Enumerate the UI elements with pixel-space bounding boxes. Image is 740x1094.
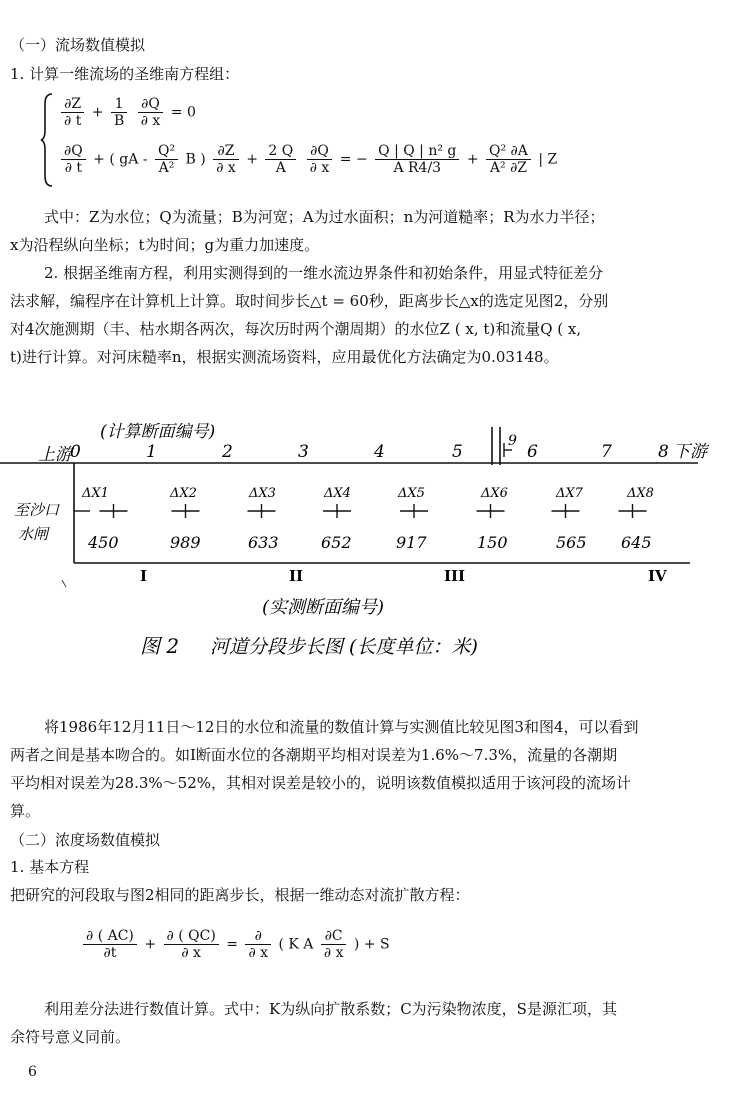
top-label: (计算断面编号) — [100, 422, 216, 442]
frac-num: Q | Q | n² g — [375, 143, 459, 160]
term-text: + ( gA - — [93, 151, 148, 168]
frac-den: B — [113, 113, 125, 129]
segment-length: 565 — [556, 533, 587, 552]
frac-den: ∂ x — [309, 160, 330, 176]
page-number: 6 — [28, 1064, 37, 1080]
section-heading-concentration: （二）浓度场数值模拟 — [10, 831, 161, 849]
caption-text: 河道分段步长图 (长度单位：米) — [210, 636, 478, 658]
frac-num: ∂Q — [307, 143, 333, 160]
paragraph-2-line-3: 对4次施测期（丰、枯水期各两次，每次历时两个潮周期）的水位Z ( x, t)和流量Q ( x, — [10, 320, 582, 338]
dx-label: ΔX8 — [627, 486, 654, 501]
measured-section-number: IV — [648, 567, 667, 585]
section-number: 8 — [658, 442, 669, 462]
continuity-equation — [58, 96, 196, 129]
frac-num: ∂ — [245, 928, 271, 945]
frac-den: A² — [158, 160, 175, 176]
results-line-4: 算。 — [10, 802, 41, 820]
left-brace-icon — [40, 92, 54, 188]
section-number: 4 — [374, 442, 385, 462]
dx-label: ΔX1 — [82, 486, 109, 501]
bottom-label: (实测断面编号) — [262, 597, 385, 618]
frac-den: ∂t — [103, 945, 117, 961]
frac-num: ∂Z — [213, 143, 239, 160]
dx-label: ΔX7 — [556, 486, 583, 501]
frac-num: ∂Q — [61, 143, 86, 160]
segment-length: 150 — [477, 533, 508, 552]
frac-den: ∂ x — [140, 113, 161, 129]
downstream-label: 下游 — [673, 442, 707, 462]
paragraph-2-line-1: 2. 根据圣维南方程，利用实测得到的一维水流边界条件和初始条件，用显式特征差分 — [44, 264, 604, 282]
segment-length: 633 — [248, 533, 279, 552]
results-line-3: 平均相对误差为28.3%～52%，其相对误差是较小的，说明该数值模拟适用于该河段的流场计 — [10, 774, 631, 792]
segment-length: 989 — [170, 533, 201, 552]
evaluation-bar: | Z — [538, 151, 558, 168]
frac-num: Q² ∂A — [486, 143, 531, 160]
where-line-4: 余符号意义同前。 — [10, 1028, 131, 1046]
results-line-2: 两者之间是基本吻合的。如Ⅰ断面水位的各潮期平均相对误差为1.6%～7.3%，流量的各潮期 — [10, 746, 618, 764]
term-text: ( K A — [278, 936, 314, 953]
advection-diffusion-equation — [80, 928, 390, 961]
dx-label: ΔX6 — [481, 486, 508, 501]
frac-den: ∂ t — [64, 113, 82, 129]
frac-den: A — [275, 160, 286, 176]
dx-label: ΔX3 — [249, 486, 276, 501]
sluice-label-2: 水闸 — [18, 525, 49, 543]
extra-mark: 9 — [508, 433, 517, 449]
frac-num: Q² — [155, 143, 178, 160]
section-number: 3 — [298, 442, 309, 462]
caption-number: 图 2 — [140, 634, 180, 658]
frac-den: ∂ x — [248, 945, 269, 961]
frac-den: ∂ x — [216, 160, 236, 176]
section-number: 1 — [146, 442, 157, 462]
section-heading-flow: （一）流场数值模拟 — [10, 36, 146, 54]
section-number: 7 — [601, 442, 612, 462]
equals-sign: = − — [339, 151, 368, 168]
section-number: 5 — [452, 442, 463, 462]
equals-sign: = — [226, 936, 238, 953]
section-number: 2 — [222, 442, 233, 462]
segment-length: 450 — [88, 533, 119, 552]
plus-sign: + — [144, 936, 157, 953]
paragraph-2-line-4: t)进行计算。对河床糙率n，根据实测流场资料，应用最优化方法确定为0.03148。 — [10, 348, 559, 366]
measured-section-number: III — [444, 567, 466, 585]
frac-den: A R4/3 — [393, 160, 442, 176]
paragraph-2-line-2: 法求解，编程序在计算机上计算。取时间步长△t = 60秒，距离步长△x的选定见图2，分别 — [10, 292, 609, 310]
segment-length: 652 — [321, 533, 352, 552]
term-text: B ) — [185, 151, 206, 168]
frac-den: A² ∂Z — [489, 160, 528, 176]
equals-zero: = 0 — [170, 104, 196, 121]
measured-section-number: I — [140, 567, 148, 585]
frac-den: ∂ x — [181, 945, 201, 961]
results-line-1: 将1986年12月11日～12日的水位和流量的数值计算与实测值比较见图3和图4，可以看到 — [44, 718, 639, 736]
measured-section-number: II — [289, 567, 304, 585]
where-line-1: 式中：Z为水位；Q为流量；B为河宽；A为过水面积；n为河道糙率；R为水力半径； — [44, 208, 605, 226]
step-1-title: 1. 计算一维流场的圣维南方程组： — [10, 65, 240, 83]
frac-num: ∂C — [321, 928, 347, 945]
where-line-3: 利用差分法进行数值计算。式中：K为纵向扩散系数；C为污染物浓度，S是源汇项，其 — [44, 1000, 617, 1018]
step-1-basic-equation: 1. 基本方程 — [10, 858, 90, 876]
frac-num: 1 — [111, 96, 127, 113]
plus-sign: + — [91, 104, 104, 121]
plus-sign: + — [466, 151, 479, 168]
plus-sign: + — [246, 151, 258, 168]
term-text: ) + S — [353, 936, 390, 953]
intro-line: 把研究的河段取与图2相同的距离步长，根据一维动态对流扩散方程： — [10, 886, 470, 904]
section-number: 6 — [527, 442, 538, 462]
frac-den: ∂ t — [64, 160, 83, 176]
figure-2-diagram — [0, 405, 740, 695]
frac-num: ∂ ( QC) — [164, 928, 219, 945]
dx-label: ΔX2 — [170, 486, 197, 501]
where-line-2: x为沿程纵向坐标；t为时间；g为重力加速度。 — [10, 236, 320, 254]
frac-num: ∂Q — [138, 96, 164, 113]
section-number: 0 — [70, 442, 81, 462]
frac-num: ∂Z — [61, 96, 84, 113]
dx-label: ΔX4 — [324, 486, 351, 501]
frac-num: 2 Q — [265, 143, 296, 160]
frac-den: ∂ x — [323, 945, 344, 961]
frac-num: ∂ ( AC) — [83, 928, 137, 945]
dx-label: ΔX5 — [398, 486, 425, 501]
segment-length: 917 — [396, 533, 427, 552]
momentum-equation — [58, 143, 557, 176]
upstream-label: 上游 — [38, 445, 72, 465]
sluice-label-1: 至沙口 — [14, 501, 60, 519]
segment-length: 645 — [621, 533, 652, 552]
